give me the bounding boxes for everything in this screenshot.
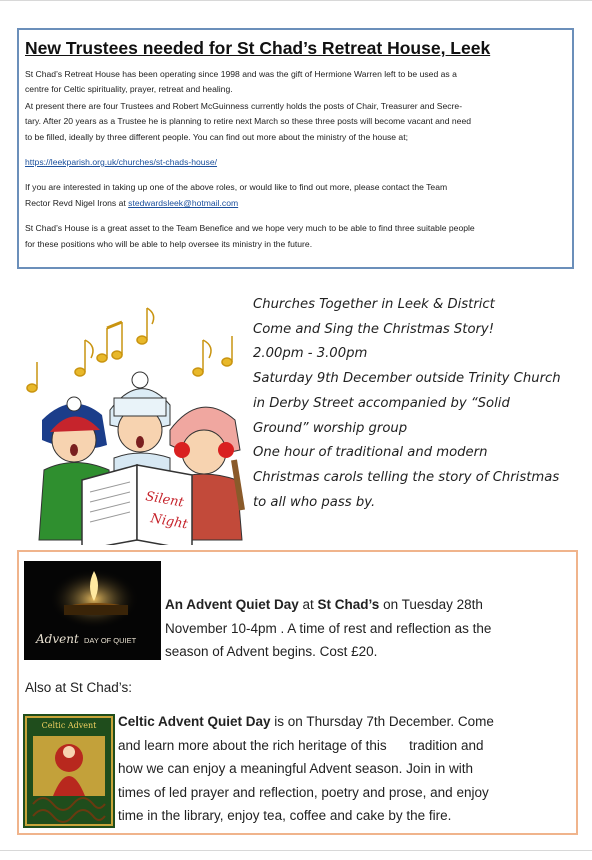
bottom-divider bbox=[0, 850, 592, 851]
trustees-title: New Trustees needed for St Chad’s Retreat House, Leek bbox=[25, 38, 491, 58]
text-fragment: on Tuesday 28th bbox=[379, 597, 483, 612]
celtic-cover-title: Celtic Advent bbox=[41, 721, 97, 730]
text-line: times of led prayer and reflection, poetry and prose, and enjoy bbox=[118, 784, 489, 800]
text-line: centre for Celtic spirituality, prayer, retreat and healing. bbox=[25, 84, 233, 95]
carol-line: 2.00pm - 3.00pm bbox=[253, 346, 368, 362]
carol-line: in Derby Street accompanied by “Solid bbox=[253, 395, 510, 411]
top-divider bbox=[0, 0, 592, 1]
trustees-link-paragraph bbox=[25, 155, 566, 170]
trustees-paragraph-closing bbox=[25, 221, 566, 252]
text-line: At present there are four Trustees and Robert McGuinness currently holds the posts of Chair, Treasurer and Secre- bbox=[25, 100, 463, 111]
trustees-paragraph-vacancies bbox=[25, 99, 566, 145]
text-line: tary. After 20 years as a Trustee he is planning to retire next March so these three posts will become vacant and need bbox=[25, 116, 472, 127]
carol-singers-illustration bbox=[22, 300, 247, 545]
carol-line: One hour of traditional and modern bbox=[253, 445, 488, 461]
celtic-advent-book-cover bbox=[23, 714, 115, 828]
text-line: for these positions who will be able to help oversee its ministry in the future. bbox=[25, 238, 313, 249]
celtic-lead: Celtic Advent Quiet Day bbox=[118, 714, 271, 729]
text-line: time in the library, enjoy tea, coffee and cake by the fire. bbox=[118, 808, 452, 823]
text-fragment: at bbox=[298, 597, 318, 612]
text-line: St Chad’s House is a great asset to the Team Benefice and we hope very much to be able to find three suitable people bbox=[25, 223, 475, 234]
carol-line: Saturday 9th December outside Trinity Church bbox=[253, 371, 561, 387]
text-line: November 10-4pm . A time of rest and reflection as the bbox=[165, 620, 492, 636]
song-book-title-1: Silent bbox=[144, 489, 185, 511]
text-line: If you are interested in taking up one of the above roles, or would like to find out more, please contact the Team bbox=[25, 182, 448, 193]
st-chads-house-link[interactable]: https://leekparish.org.uk/churches/st-chads-house/ bbox=[25, 157, 218, 168]
text-line: to be filled, ideally by three different people. You can find out more about the ministry of the house at; bbox=[25, 131, 408, 142]
song-book bbox=[82, 465, 192, 545]
song-book-title-2: Night bbox=[149, 511, 189, 533]
text-line: how we can enjoy a meaningful Advent season. Join in with bbox=[118, 761, 473, 776]
contact-email-link[interactable]: stedwardsleek@hotmail.com bbox=[128, 197, 239, 208]
trustees-paragraph-history bbox=[25, 67, 566, 98]
text-line: and learn more about the rich heritage of this tradition and bbox=[118, 737, 484, 753]
celtic-advent-text bbox=[118, 710, 568, 828]
advent-lead: An Advent Quiet Day bbox=[165, 597, 299, 612]
carol-line: Churches Together in Leek & District bbox=[253, 297, 495, 312]
also-at-st-chads: Also at St Chad’s: bbox=[25, 680, 133, 695]
carol-line: to all who pass by. bbox=[253, 494, 376, 510]
carol-event-details bbox=[253, 293, 588, 515]
text-line: Rector Revd Nigel Irons at bbox=[25, 197, 129, 208]
text-line: season of Advent begins. Cost £20. bbox=[165, 644, 378, 659]
advent-caption-script: Advent bbox=[36, 632, 79, 646]
carol-line: Ground” worship group bbox=[253, 420, 408, 436]
text-fragment: is on Thursday 7th December. Come bbox=[270, 714, 494, 729]
advent-notice bbox=[17, 550, 578, 835]
carol-line: Christmas carols telling the story of Christmas bbox=[253, 469, 560, 485]
trustees-notice bbox=[17, 28, 574, 269]
trustees-paragraph-contact bbox=[25, 180, 566, 211]
advent-place: St Chad’s bbox=[317, 597, 380, 612]
advent-quiet-day-text bbox=[165, 593, 575, 664]
carol-line: Come and Sing the Christmas Story! bbox=[253, 321, 495, 337]
advent-candle-image bbox=[24, 561, 161, 660]
text-line: St Chad’s Retreat House has been operating since 1998 and was the gift of Hermione Warren left to be used as a bbox=[25, 69, 457, 79]
advent-caption-caps: DAY OF QUIET bbox=[84, 636, 137, 645]
music-notes-icon bbox=[27, 308, 232, 392]
